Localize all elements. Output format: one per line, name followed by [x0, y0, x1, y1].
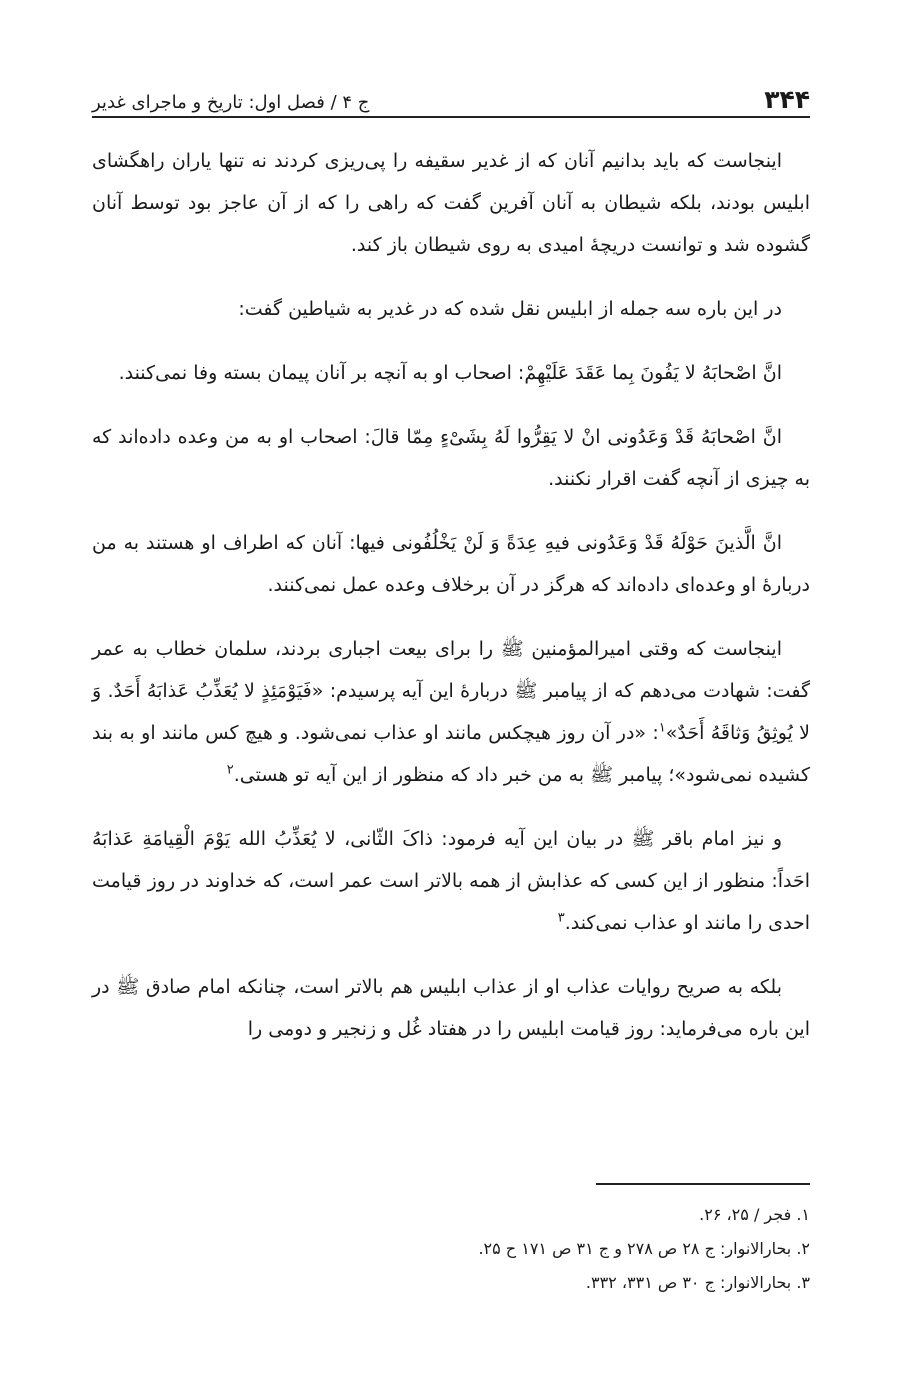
footnote-ref-2: ۲ [226, 762, 234, 778]
footnote-1: ۱. فجر / ۲۵، ۲۶. [699, 1205, 810, 1224]
paragraph-8: بلکه به صریح روایات عذاب او از عذاب ابلیس هم بالاتر است، چنانکه امام صادق ﷺ در این باره می‌فرماید: روز قیامت ابلیس را در هفتاد غُل و زنجیر و دومی را [92, 976, 810, 1040]
paragraph-4: انَّ اصْحابَهُ قَدْ وَعَدُونی انْ لا یَقِرُّوا لَهُ بِشَیْءٍ مِمّا قالَ: اصحاب او به من وعده داده‌اند که به چیزی از آنچه گفت اقرار نکنند. [92, 426, 810, 490]
paragraph-5: انَّ الَّذینَ حَوْلَهُ قَدْ وَعَدُونی فیهِ عِدَةً وَ لَنْ یَخْلُفُونی فیها: آنان که اطراف او هستند به من دربارهٔ او وعده‌ای داده‌اند که هرگز در آن برخلاف وعده عمل نمی‌کنند. [92, 532, 810, 596]
paragraph-3: انَّ اصْحابَهُ لا یَفُونَ بِما عَقَدَ عَلَیْهِمْ: اصحاب او به آنچه بر آنان پیمان بسته وفا نمی‌کنند. [118, 362, 782, 384]
page-header [92, 68, 810, 112]
footnote-2: ۲. بحارالانوار: ج ۲۸ ص ۲۷۸ و ج ۳۱ ص ۱۷۱ ح ۲۵. [478, 1239, 810, 1258]
footnotes [92, 1198, 810, 1300]
paragraph-6: اینجاست که وقتی امیرالمؤمنین ﷺ را برای بیعت اجباری بردند، سلمان خطاب به عمر گفت: شهادت می‌دهم که از پیامبر ﷺ دربارهٔ این آیه پرسیدم: «فَیَوْمَئِذٍ لا یُعَذِّبُ عَذابَهُ أَحَدٌ. وَ لا یُوثِقُ وَثاقَهُ أَحَدٌ»$^۱$: «در آن روز هیچکس مانند او عذاب نمی‌شود. و هیچ کس مانند او به بند کشیده نمی‌شود»؛ پیامبر ﷺ به من خبر داد که منظور از این آیه تو هستی.$^۲$ [92, 638, 810, 786]
footnote-rule [596, 1183, 810, 1185]
page-body [92, 140, 810, 1072]
paragraph-7: و نیز امام باقر ﷺ در بیان این آیه فرمود: ذاکَ الثّانی، لا یُعَذِّبُ الله یَوْمَ الْقِیامَةِ عَذابَهُ احَداً: منظور از این کسی که عذابش از همه بالاتر است عمر است، که خداوند در روز قیامت احدی را مانند او عذاب نمی‌کند.$^۳$ [92, 828, 810, 934]
footnote-3: ۳. بحارالانوار: ج ۳۰ ص ۳۳۱، ۳۳۲. [585, 1273, 810, 1292]
footnote-ref-3: ۳ [557, 910, 565, 926]
page-number: ۳۴۴ [764, 85, 810, 114]
header-rule [92, 116, 810, 118]
paragraph-1: اینجاست که باید بدانیم آنان که از غدیر سقیفه را پی‌ریزی کردند نه تنها یاران راهگشای ابلیس بودند، بلکه شیطان به آنان آفرین گفت که راهی را که از آن عاجز بود توسط آنان گشوده شد و توانست دریچهٔ امیدی به روی شیطان باز کند. [92, 150, 810, 256]
footnote-ref-1: ۱ [658, 720, 666, 736]
running-head: ج ۴ / فصل اول: تاریخ و ماجرای غدیر [92, 92, 370, 113]
paragraph-2: در این باره سه جمله از ابلیس نقل شده که در غدیر به شیاطین گفت: [238, 298, 782, 320]
